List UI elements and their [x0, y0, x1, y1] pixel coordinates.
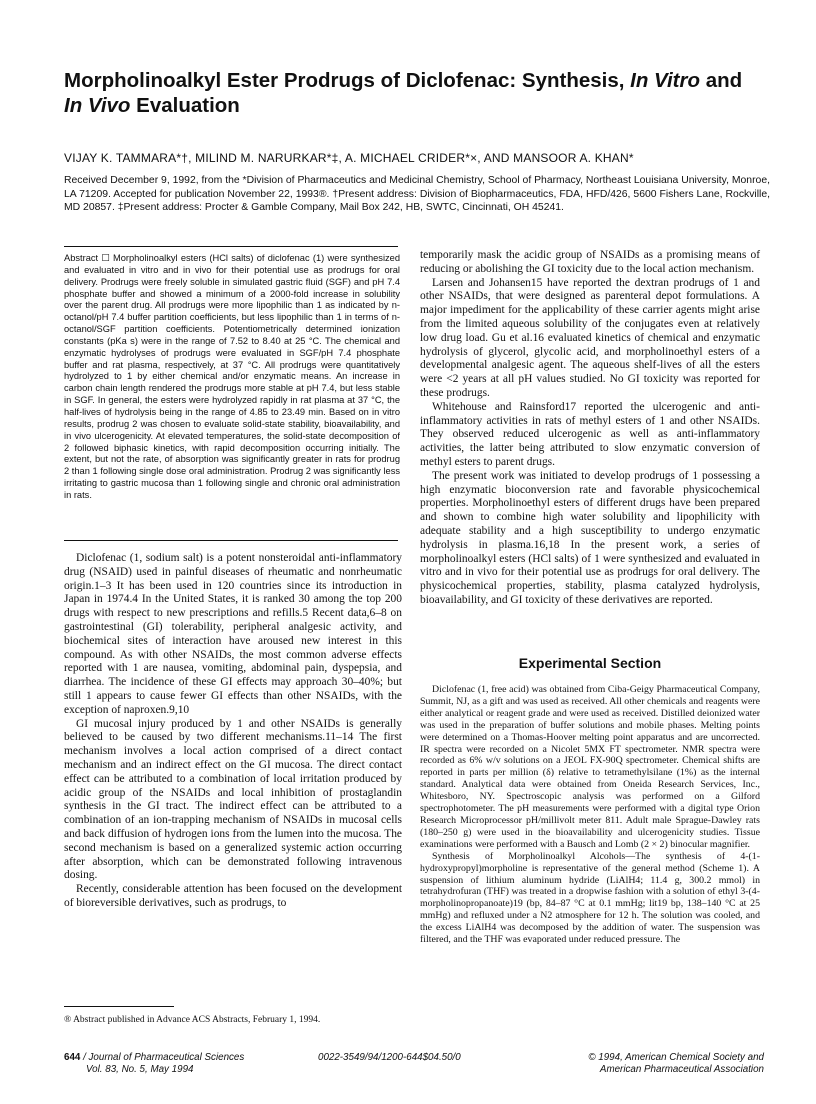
paragraph: Diclofenac (1, free acid) was obtained from Ciba-Geigy Pharmaceutical Company, Summit, NJ, as a gift and was used as received. All other chemicals and reagents were either analytical or reagent grade and were used as received. Distilled deionized water was used in the preparation of buffer solutions and mobile phases. Melting points were determined on a Thomas-Hoover melting point apparatus and are uncorrected. IR spectra were recorded on a Nicolet 5MX FT spectrometer. NMR spectra were recorded as 6% w/v solutions on a JEOL FX-90Q spectrometer. Chemical shifts are reported in parts per million (δ) relative to tetramethylsilane (1%) as the internal standard. Analytical data were obtained from Oneida Research Services, Inc., Whitesboro, NY. Spectroscopic analysis was performed on a Gilford spectrophotometer. The pH measurements were performed with a digital type Orion Research Microprocessor pH/millivolt meter 811. Adult male Sprague-Dawley rats (180–250 g) were used in the bioavailability and ulcerogenicity studies. Tissue examinations were performed with a Bausch and Lomb (2 × 2) binocular magnifier.: [420, 684, 760, 850]
paper-title: [64, 68, 764, 118]
title-in-vivo: In Vivo: [64, 94, 131, 117]
paragraph: GI mucosal injury produced by 1 and other NSAIDs is generally believed to be caused by two different mechanisms.11–14 The first mechanism involves a local action comprised of a direct contact mechanism and an indirect effect on the GI mucosa. The direct contact effect can be attributed to a combination of local irritation produced by acidic group of the NSAIDs and local inhibition of prostaglandin synthesis in the GI tract. The indirect effect can be attributed to a combination of an ion-trapping mechanism of NSAIDs in mucosal cells and back diffusion of hydrogen ions from the lumen into the mucosa. The second mechanism is based on a generalized systemic action occurring after absorption, which can be demonstrated following intravenous dosing.: [64, 717, 402, 882]
footnote: ® Abstract published in Advance ACS Abstracts, February 1, 1994.: [64, 1015, 321, 1025]
abstract-bottom-rule: [64, 540, 398, 541]
journal-volume: Vol. 83, No. 5, May 1994: [86, 1064, 194, 1075]
paragraph: temporarily mask the acidic group of NSAIDs as a promising means of reducing or abolishing the GI toxicity due to the local action mechanism.: [420, 249, 760, 275]
copyright-line-1: © 1994, American Chemical Society and: [588, 1052, 764, 1063]
paragraph: Synthesis of Morpholinoalkyl Alcohols—The synthesis of 4-(1-hydroxypropyl)morpholine is representative of the general method (Scheme 1). A suspension of lithium aluminum hydride (LiAlH4; 11.4 g, 300.2 mmol) in tetrahydrofuran (THF) was treated in a dropwise fashion with a solution of ethyl 3-(4-morpholinopropanoate)19 (bp, 84–87 °C at 0.1 mmHg; lit19 bp, 138–140 °C at 25 mmHg) and refluxed under a N2 atmosphere for 12 h. The solution was cooled, and the excess LiAlH4 was decomposed by the addition of water. The suspension was filtered, and the THF was evaporated under reduced pressure. The: [420, 850, 760, 946]
paragraph: Recently, considerable attention has been focused on the development of bioreversible derivatives, such as prodrugs, to: [64, 883, 402, 909]
paragraph: The present work was initiated to develop prodrugs of 1 possessing a high enzymatic bioconversion rate and favorable physicochemical properties. Morpholinoethyl esters of different drugs have been prepared and shown to combine high water solubility and lipophilicity with adequate stability and a high susceptibility to undergo enzymatic hydrolysis in plasma.16,18 In the present work, a series of morpholinoalkyl esters (HCl salts) of 1 were synthesized and evaluated in vitro and in vivo for their potential use as prodrugs for oral delivery. The physicochemical properties, stability, plasma catalyzed hydrolysis, bioavailability, and GI toxicity of these derivatives are reported.: [420, 469, 760, 606]
title-in-vitro: In Vitro: [630, 69, 700, 92]
footer-journal: [64, 1052, 244, 1076]
received-note: Received December 9, 1992, from the *Division of Pharmaceutics and Medicinal Chemistry, School of Pharmacy, Northeast Louisiana University, Monroe, LA 71209. Accepted for publication November 22, 1993®. †Present address: Division of Biopharmaceutics, FDA, HFD/426, 5600 Fishers Lane, Rockville, MD 20857. ‡Present address: Procter & Gamble Company, Mail Box 242, HB, SWTC, Cincinnati, OH 45241.: [64, 175, 770, 213]
page-number: 644: [64, 1052, 81, 1063]
experimental-body: [420, 684, 760, 946]
paragraph: Whitehouse and Rainsford17 reported the ulcerogenic and anti-inflammatory activities in rats of methyl esters of 1 and other NSAIDs. They observed reduced ulcerogenic as well as anti-inflammatory activities, the latter being attributed to slow enzymatic conversion of methyl esters to parent drugs.: [420, 400, 760, 468]
section-heading: Experimental Section: [518, 655, 662, 671]
left-column-body: [64, 552, 402, 911]
abstract: Abstract ☐ Morpholinoalkyl esters (HCl salts) of diclofenac (1) were synthesized and evaluated in vitro and in vivo for their potential use as prodrugs for oral delivery. Prodrugs were freely soluble in simulated gastric fluid (SGF) and pH 7.4 phosphate buffer and showed a minimum of a 2000-fold increase in solubility over the parent drug. All prodrugs were more lipophilic than 1 as indicated by n-octanol/pH 7.4 buffer partition coefficients, but less lipophilic than 1 in terms of n-octanol/SGF partition coefficients. Potentiometrically determined ionization constants (pKa s) were in the range of 7.52 to 8.40 at 25 °C. The chemical and enzymatic hydrolyses of prodrugs were evaluated in SGF/pH 7.4 phosphate buffer and rat plasma, respectively, at 37 °C. All prodrugs were quantitatively hydrolyzed to 1 by either chemical and/or enzymatic means. An increase in carbon chain length rendered the prodrugs more stable at pH 7.4, but less stable in SGF. In general, the esters were hydrolyzed rapidly in rat plasma at 37 °C, the half-lives of hydrolysis being in the range of 4.85 to 23.49 min. Based on in vitro results, prodrug 2 was chosen to evaluate solid-state stability, bioavailability, and in vivo ulcerogenicity. At elevated temperatures, the solid-state decomposition of 2 followed biphasic kinetics, with rapid decomposition occurring initially. The extent, but not the rate, of absorption was significantly greater in rats for prodrug 2 than 1 following single dose oral administration. Prodrug 2 was significantly less irritating to gastric mucosa than 1 following single and chronic oral administration in rats.: [64, 253, 400, 500]
copyright-line-2: American Pharmaceutical Association: [599, 1064, 764, 1075]
paragraph: Larsen and Johansen15 have reported the dextran prodrugs of 1 and other NSAIDs, that were designed as parenteral depot formulations. A major impediment for the applicability of these carrier agents might arise from the limited aqueous solubility of the conjugates even at relatively low drug load. Gu et al.16 evaluated kinetics of chemical and enzymatic hydrolysis of glycerol, glycolic acid, and morpholinoethyl esters of a developmental analgesic agent. The aqueous shelf-lives of all the esters were <2 years at all pH values studied. No GI toxicity was reported for these prodrugs.: [420, 276, 760, 399]
paragraph: Diclofenac (1, sodium salt) is a potent nonsteroidal anti-inflammatory drug (NSAID) used in painful diseases of rheumatic and nonrheumatic origin.1–3 It has been used in 120 countries since its introduction in Japan in 1974.4 In the United States, it is ranked 30 among the top 200 drugs with respect to new prescriptions and refills.5 Recent data,6–8 on gastrointestinal (GI) tolerability, peripheral analgesic activity, and biochemical sites of interaction have aroused new interest in this compound. As with other NSAIDs, the most common adverse effects reported with 1 are nausea, vomiting, abdominal pain, dyspepsia, and diarrhea. The incidence of these GI effects may approach 30–40%; but still 1 appears to cause fewer GI effects than other NSAIDs, with the exception of naproxen.9,10: [64, 552, 402, 716]
title-part-2: and: [700, 69, 743, 92]
journal-name: / Journal of Pharmaceutical Sciences: [80, 1052, 245, 1063]
top-rule: [64, 246, 398, 247]
footer-code: 0022-3549/94/1200-644$04.50/0: [318, 1052, 461, 1063]
title-part-1: Morpholinoalkyl Ester Prodrugs of Diclofenac: Synthesis,: [64, 69, 631, 92]
footnote-rule: [64, 1006, 174, 1007]
author-list: VIJAY K. TAMMARA*†, MILIND M. NARURKAR*‡, A. MICHAEL CRIDER*×, AND MANSOOR A. KHAN*: [64, 151, 634, 165]
title-part-3: Evaluation: [130, 94, 240, 117]
footer-copyright: [540, 1052, 764, 1076]
right-column-body: [420, 249, 760, 608]
